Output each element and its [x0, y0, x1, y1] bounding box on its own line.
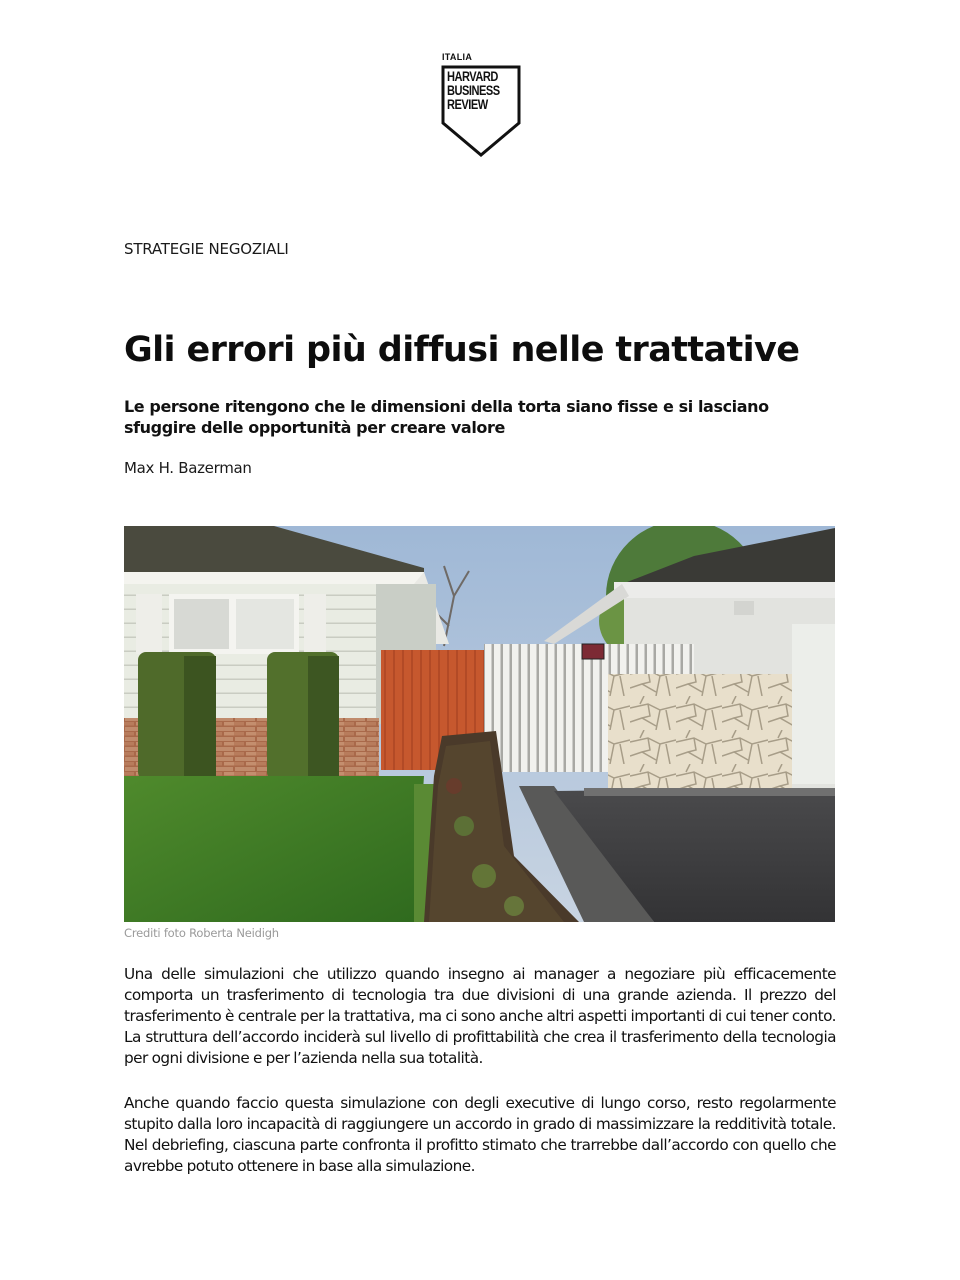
- article-photo: [124, 526, 835, 922]
- house-photo-illustration: [124, 526, 835, 922]
- article-subtitle: Le persone ritengono che le dimensioni della torta siano fisse e si lasciano sfuggire delle opportunità per creare valore: [124, 397, 769, 437]
- logo-wordmark: [447, 70, 500, 112]
- logo-line-3: REVIEW: [447, 97, 488, 112]
- body-paragraph-2: Anche quando faccio questa simulazione con degli executive di lungo corso, resto regolarmente stupito dalla loro incapacità di raggiungere un accordo in grado di massimizzare la redditività totale. Nel debriefing, ciascuna parte confronta il profitto stimato che trarrebbe dall’accordo con quello che avrebbe potuto ottenere in base alla simulazione.: [124, 1094, 836, 1175]
- section-label: STRATEGIE NEGOZIALI: [124, 240, 289, 258]
- logo-line-2: BUSINESS: [447, 83, 500, 98]
- logo-line-1: HARVARD: [447, 69, 498, 84]
- article-author: Max H. Bazerman: [124, 459, 252, 477]
- logo-country-label: ITALIA: [442, 52, 473, 62]
- photo-caption: Crediti foto Roberta Neidigh: [124, 926, 279, 940]
- hbr-italia-logo: [441, 52, 521, 158]
- article-title: Gli errori più diffusi nelle trattative: [124, 330, 800, 370]
- body-paragraph-1: Una delle simulazioni che utilizzo quando insegno ai manager a negoziare più efficacemente comporta un trasferimento di tecnologia tra due divisioni di una grande azienda. Il prezzo del trasferimento è centrale per la trattativa, ma ci sono anche altri aspetti importanti di cui tener conto. La struttura dell’accordo inciderà sul livello di profittabilità che crea il trasferimento della tecnologia per ogni divisione e per l’azienda nella sua totalità.: [124, 965, 836, 1067]
